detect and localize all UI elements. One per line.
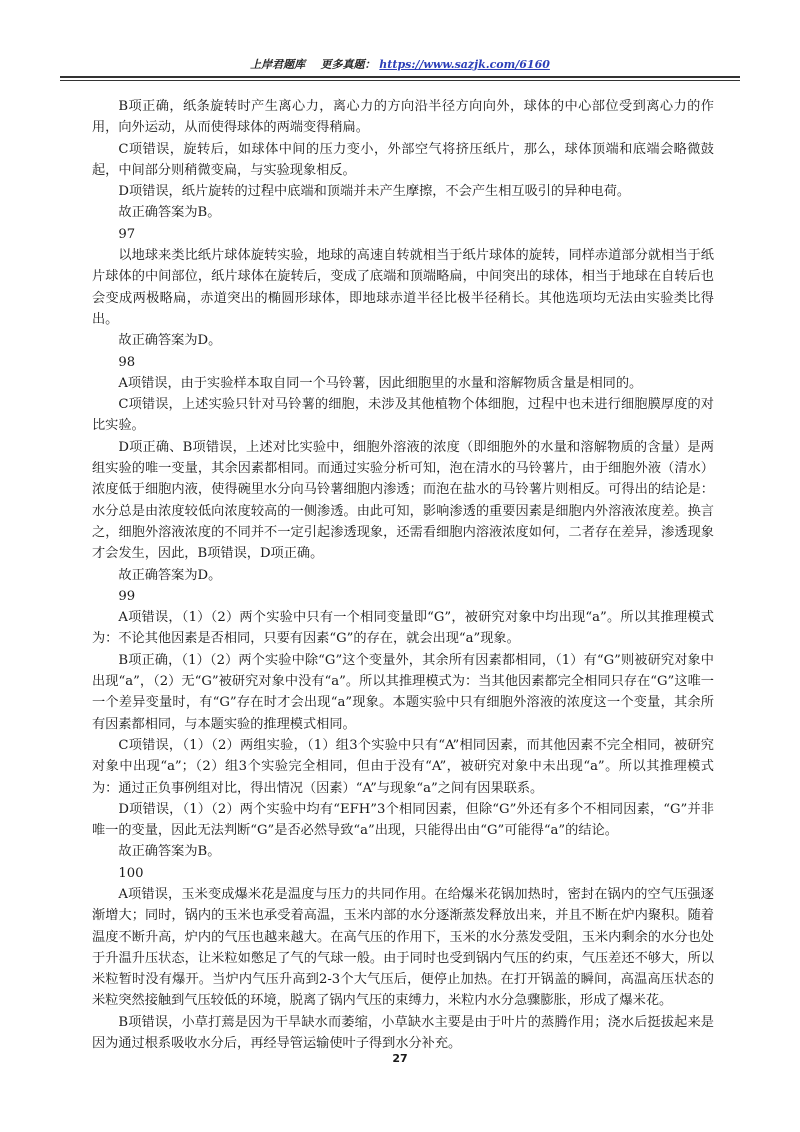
page-number: 27	[392, 1052, 408, 1065]
paragraph: B项错误，小草打蔫是因为干旱缺水而萎缩，小草缺水主要是由于叶片的蒸腾作用；浇水后挺拔起来是因为通过根系吸收水分后，再经导管运输使叶子得到水分补充。	[92, 1014, 714, 1052]
answer-line: 故正确答案为D。	[118, 333, 222, 349]
question-number: 97	[118, 226, 136, 242]
paragraph: C项错误，旋转后，如球体中间的压力变小，外部空气将挤压纸片，那么，球体顶端和底端会略微鼓起，中间部分则稍微变扁，与实验现象相反。	[92, 141, 714, 178]
answer-line: 故正确答案为B。	[118, 205, 221, 221]
paragraph: A项错误，玉米变成爆米花是温度与压力的共同作用。在给爆米花锅加热时，密封在锅内的空气压强逐渐增大；同时，锅内的玉米也承受着高温，玉米内部的水分逐渐蒸发释放出来，并且不断在炉内聚积。随着温度不断升高，炉内的气压也越来越大。在高气压的作用下，玉米的水分蒸发受阻，玉米内剩余的水分也处于升温升压状态，让米粒如憋足了气的气球一般。由于同时也受到锅内气压的约束，气压差还不够大，所以米粒暂时没有爆开。当炉内气压升高到2-3个大气压后，便停止加热。在打开锅盖的瞬间，高温高压状态的米粒突然接触到气压较低的环境，脱离了锅内气压的束缚力，米粒内水分急骤膨胀，形成了爆米花。	[92, 886, 714, 1009]
answer-line: 故正确答案为D。	[118, 567, 222, 583]
site-name: 上岸君题库	[250, 58, 306, 71]
question-number: 100	[118, 865, 144, 881]
paragraph: D项错误，纸片旋转的过程中底端和顶端并未产生摩擦，不会产生相互吸引的异种电荷。	[118, 184, 631, 200]
source-link[interactable]: https://www.sazjk.com/6160	[379, 58, 550, 71]
question-number: 99	[118, 588, 136, 604]
header-divider-thin	[60, 80, 740, 81]
paragraph: A项错误，由于实验样本取自同一个马铃薯，因此细胞里的水量和溶解物质含量是相同的。	[118, 375, 643, 391]
paragraph: 以地球来类比纸片球体旋转实验，地球的高速自转就相当于纸片球体的旋转，同样赤道部分就相当于纸片球体的中间部位，纸片球体在旋转后，变成了底端和顶端略扁，中间突出的球体，相当于地球在自转后也会变成两极略扁，赤道突出的椭圆形球体，即地球赤道半径比极半径稍长。其他选项均无法由实验类比得出。	[92, 248, 714, 327]
question-number: 98	[118, 354, 136, 370]
answer-line: 故正确答案为B。	[118, 844, 221, 860]
paragraph: A项错误，（1）（2）两个实验中只有一个相同变量即“G”，被研究对象中均出现“a”。所以其推理模式为：不论其他因素是否相同，只要有因素“G”的存在，就会出现“a”现象。	[92, 610, 714, 647]
header-divider	[60, 76, 740, 78]
page-header	[60, 56, 740, 72]
paragraph: B项正确，（1）（2）两个实验中除“G”这个变量外，其余所有因素都相同，（1）有“G”则被研究对象中出现“a”，（2）无“G”被研究对象中没有“a”。所以其推理模式为：当其他因素都完全相同只存在“G”这唯一一个差异变量时，有“G”存在时才会出现“a”现象。本题实验中只有细胞外溶液的浓度这一个变量，其余所有因素都相同，与本题实验的推理模式相同。	[92, 652, 714, 732]
paragraph: C项错误，（1）（2）两组实验，（1）组3个实验中只有“A”相同因素，而其他因素不完全相同，被研究对象中出现“a”；（2）组3个实验完全相同，但由于没有“A”，被研究对象中未出现“a”。所以其推理模式为：通过正负事例组对比，得出情况（因素）“A”与现象“a”之间有因果联系。	[92, 737, 714, 796]
paragraph: D项正确、B项错误，上述对比实验中，细胞外溶液的浓度（即细胞外的水量和溶解物质的含量）是两组实验的唯一变量，其余因素都相同。而通过实验分析可知，泡在清水的马铃薯片，由于细胞外液（清水）浓度低于细胞内液，使得碗里水分向马铃薯细胞内渗透；而泡在盐水的马铃薯片则相反。可得出的结论是：水分总是由浓度较低向浓度较高的一侧渗透。由此可知，影响渗透的重要因素是细胞内外溶液浓度差。换言之，细胞外溶液浓度的不同并不一定引起渗透现象，还需看细胞内溶液浓度如何，二者存在差异，渗透现象才会发生，因此，B项错误，D项正确。	[92, 439, 714, 562]
paragraph: B项正确，纸条旋转时产生离心力，离心力的方向沿半径方向向外，球体的中心部位受到离心力的作用，向外运动，从而使得球体的两端变得稍扁。	[92, 99, 714, 136]
more-label: 更多真题：	[320, 58, 376, 71]
page-body	[92, 96, 714, 1054]
paragraph: D项错误，（1）（2）两个实验中均有“EFH”3个相同因素，但除“G”外还有多个不相同因素，“G”并非唯一的变量，因此无法判断“G”是否必然导致“a”出现，只能得出由“G”可能得“a”的结论。	[92, 801, 714, 839]
paragraph: C项错误，上述实验只针对马铃薯的细胞，未涉及其他植物个体细胞，过程中也未进行细胞膜厚度的对比实验。	[92, 397, 714, 434]
